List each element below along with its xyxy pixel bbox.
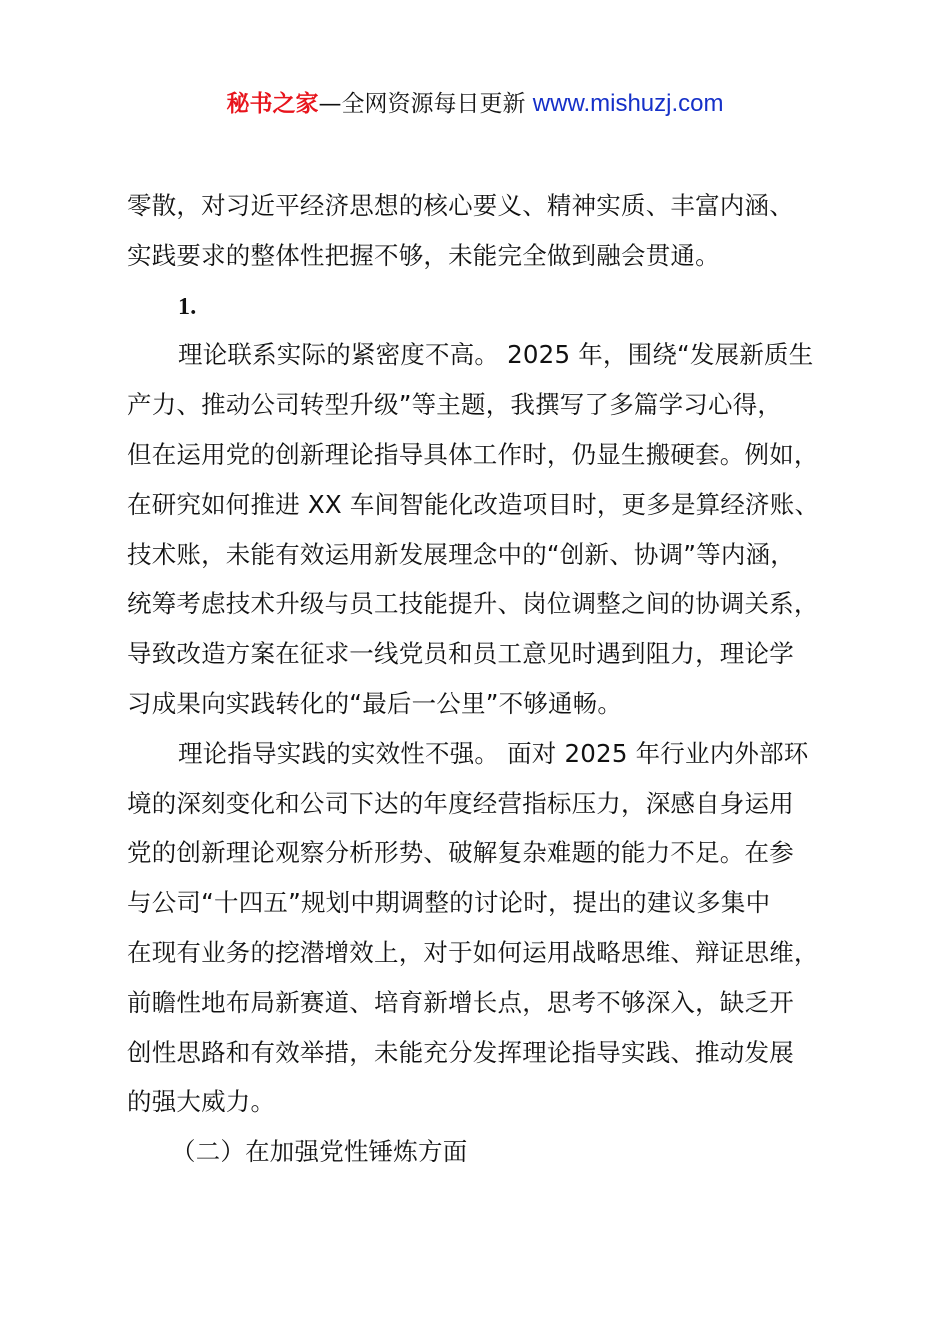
text-line: 习成果向实践转化的“最后一公里”不够通畅。 <box>127 688 623 718</box>
item-number-line <box>127 281 857 331</box>
text-line: 零散，对习近平经济思想的核心要义、精神实质、丰富内涵、 <box>127 191 794 220</box>
text-line: 与公司“十四五”规划中期调整的讨论时，提出的建议多集中 <box>127 888 771 918</box>
header-tagline: —全网资源每日更新 <box>318 91 526 117</box>
text-line: 创性思路和有效举措，未能充分发挥理论指导实践、推动发展 <box>127 1037 794 1067</box>
item-number: 1. <box>178 293 197 320</box>
text-line: 在研究如何推进 XX 车间智能化改造项目时，更多是算经济账、 <box>127 489 820 519</box>
intro-paragraph <box>127 181 857 281</box>
text-line: 前瞻性地布局新赛道、培育新增长点，思考不够深入，缺乏开 <box>127 987 794 1017</box>
text-line: 在现有业务的挖潜增效上，对于如何运用战略思维、辩证思维， <box>127 937 819 967</box>
text-line: 统筹考虑技术升级与员工技能提升、岗位调整之间的协调关系， <box>127 589 819 619</box>
text-line: 但在运用党的创新理论指导具体工作时，仍显生搬硬套。例如， <box>127 439 819 469</box>
text-line: 实践要求的整体性把握不够，未能完全做到融会贯通。 <box>127 240 720 270</box>
text-line: 理论联系实际的紧密度不高。 2025 年，围绕“发展新质生 <box>178 340 814 370</box>
text-line: 党的创新理论观察分析形势、破解复杂难题的能力不足。在参 <box>127 838 794 868</box>
brand-name: 秘书之家 <box>226 91 319 117</box>
text-line: 的强大威力。 <box>127 1087 276 1117</box>
text-line: 技术账，未能有效运用新发展理念中的“创新、协调”等内涵， <box>127 539 795 569</box>
text-line: 境的深刻变化和公司下达的年度经营指标压力，深感自身运用 <box>127 788 794 818</box>
section-heading: （二）在加强党性锤炼方面 <box>171 1137 468 1167</box>
paragraph-theory-practice <box>127 330 857 728</box>
header-url-link[interactable]: www.mishuzj.com <box>532 90 724 117</box>
text-line: 理论指导实践的实效性不强。 面对 2025 年行业内外部环 <box>178 738 809 768</box>
page-header <box>0 86 950 122</box>
text-line: 产力、推动公司转型升级”等主题，我撰写了多篇学习心得， <box>127 390 783 420</box>
paragraph-guidance-effectiveness <box>127 729 857 1127</box>
text-line: 导致改造方案在征求一线党员和员工意见时遇到阻力，理论学 <box>127 639 794 669</box>
document-body <box>127 181 857 1177</box>
